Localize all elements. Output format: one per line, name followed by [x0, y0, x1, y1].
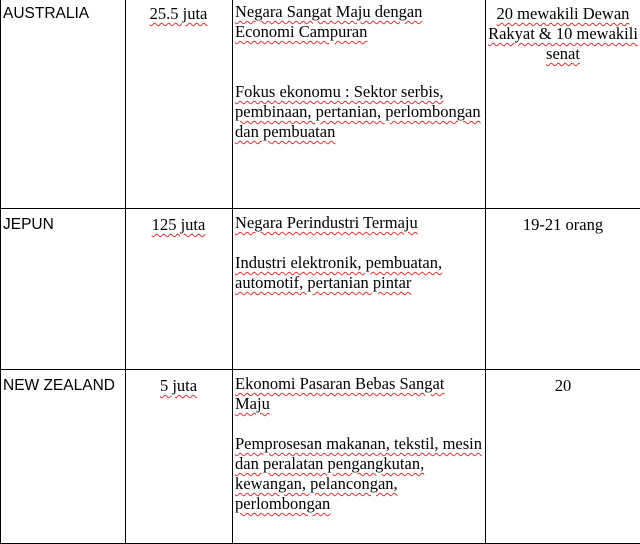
economic-focus: Industri elektronik, pembuatan, automotif, pertanian pintar	[235, 253, 482, 293]
economic-focus: Pemprosesan makanan, tekstil, mesin dan peralatan pengangkutan, kewangan, pelancongan, perlombongan	[235, 434, 482, 514]
representatives-cell	[486, 370, 640, 544]
economic-focus: Fokus ekonomu : Sektor serbis, pembinaan, pertanian, perlombongan dan pembuatan	[235, 82, 482, 142]
representatives-value: 20 mewakili Dewan Rakyat & 10 mewakili senat	[488, 4, 638, 63]
economic-status: Negara Perindustri Termaju	[235, 213, 482, 233]
country-name: NEW ZEALAND	[3, 377, 115, 394]
population-cell	[126, 0, 233, 209]
population-cell	[126, 370, 233, 544]
economic-status: Ekonomi Pasaran Bebas Sangat Maju	[235, 374, 482, 414]
table-row	[1, 209, 640, 370]
population-value: 125 juta	[152, 215, 206, 234]
table-row	[1, 0, 640, 209]
population-cell	[126, 209, 233, 370]
representatives-value: 20	[555, 376, 572, 395]
economy-cell	[233, 370, 486, 544]
representatives-value: 19-21 orang	[523, 215, 603, 234]
economy-cell	[233, 0, 486, 209]
country-cell	[1, 0, 126, 209]
representatives-cell	[486, 209, 640, 370]
country-cell	[1, 370, 126, 544]
representatives-cell	[486, 0, 640, 209]
economy-cell	[233, 209, 486, 370]
population-value: 25.5 juta	[150, 4, 208, 23]
country-cell	[1, 209, 126, 370]
country-name: AUSTRALIA	[3, 5, 89, 22]
population-value: 5 juta	[160, 376, 197, 395]
table-row	[1, 370, 640, 544]
economic-status: Negara Sangat Maju dengan Economi Campuran	[235, 2, 482, 42]
country-name: JEPUN	[3, 216, 54, 233]
